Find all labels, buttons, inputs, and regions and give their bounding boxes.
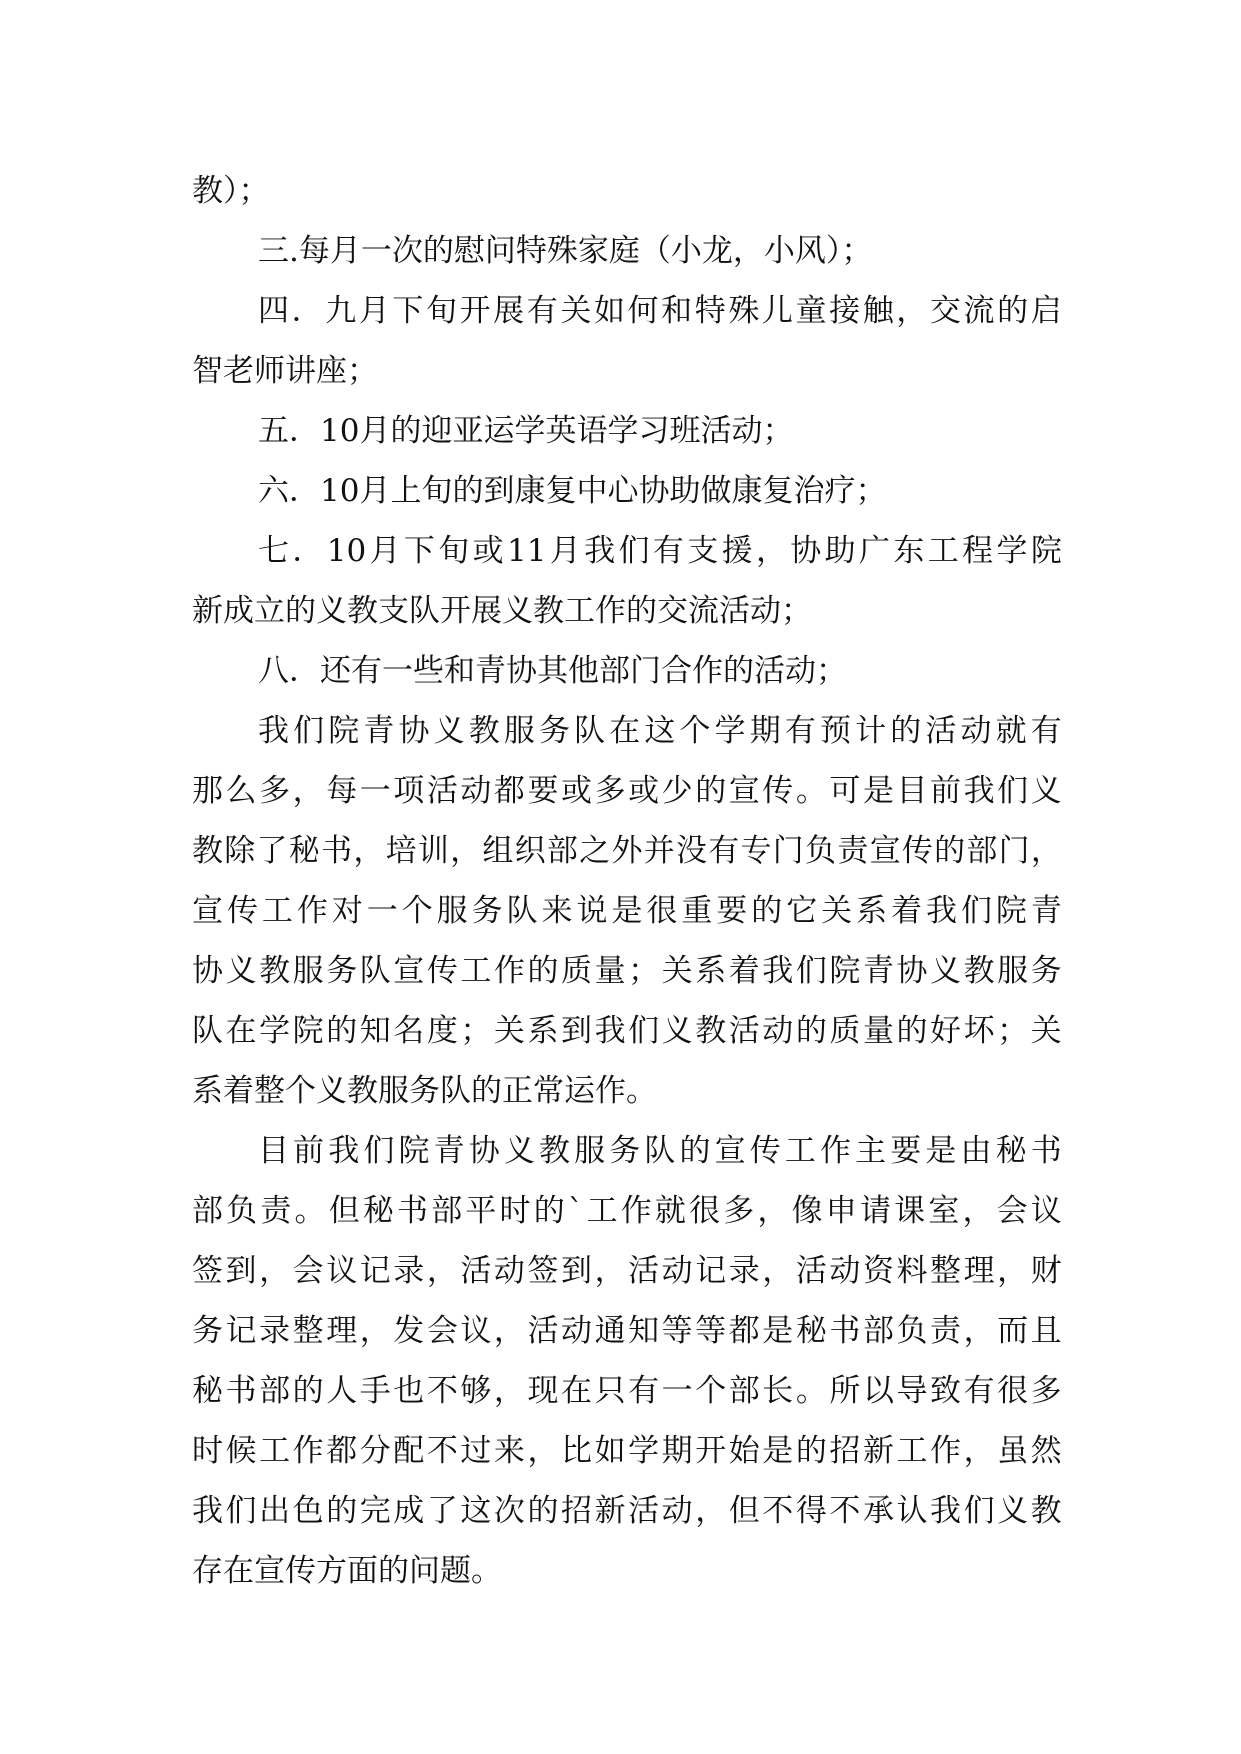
text-line: 五．10月的迎亚运学英语学习班活动； [258, 413, 794, 449]
text-line: 我 们 出 色 的 完 成 了 这 次 的 招 新 活 动 ， 但 不 得 不 承 认 我 们 义 教 [192, 1493, 1062, 1529]
text-line: 三.每月一次的慰问特殊家庭（小龙，小风）； [258, 233, 873, 269]
text-line: 目 前 我 们 院 青 协 义 教 服 务 队 的 宣 传 工 作 主 要 是 由 秘 书 [258, 1133, 1062, 1169]
text-line: 签 到 ， 会 议 记 录 ， 活 动 签 到 ， 活 动 记 录 ， 活 动 资 料 整 理 ， 财 [192, 1253, 1062, 1289]
text-line: 我 们 院 青 协 义 教 服 务 队 在 这 个 学 期 有 预 计 的 活 动 就 有 [258, 713, 1062, 749]
text-line: 四 ． 九 月 下 旬 开 展 有 关 如 何 和 特 殊 儿 童 接 触 ， 交 流 的 启 [258, 293, 1062, 329]
text-line: 八．还有一些和青协其他部门合作的活动； [258, 653, 847, 689]
text-line: 部 负 责 。 但 秘 书 部 平 时 的 ` 工 作 就 很 多 ， 像 申 请 课 室 ， 会 议 [192, 1193, 1062, 1229]
text-line: 六．10月上旬的到康复中心协助做康复治疗； [258, 473, 887, 509]
text-line: 那 么 多 ， 每 一 项 活 动 都 要 或 多 或 少 的 宣 传 。 可 是 目 前 我 们 义 [192, 773, 1062, 809]
text-line: 七 ． 10 月 下 旬 或 11 月 我 们 有 支 援 ， 协 助 广 东 工 程 学 院 [258, 533, 1062, 569]
text-line: 协 义 教 服 务 队 宣 传 工 作 的 质 量 ； 关 系 着 我 们 院 青 协 义 教 服 务 [192, 953, 1062, 989]
text-line: 宣 传 工 作 对 一 个 服 务 队 来 说 是 很 重 要 的 它 关 系 着 我 们 院 青 [192, 893, 1062, 929]
text-line: 存在宣传方面的问题。 [192, 1553, 502, 1589]
text-line: 教 除 了 秘 书 ， 培 训 ， 组 织 部 之 外 并 没 有 专 门 负 责 宣 传 的 部 门 ， [192, 833, 1062, 869]
document-body [192, 161, 1062, 1601]
text-line: 新成立的义教支队开展义教工作的交流活动； [192, 593, 812, 629]
text-line: 时 候 工 作 都 分 配 不 过 来 ， 比 如 学 期 开 始 是 的 招 新 工 作 ， 虽 然 [192, 1433, 1062, 1469]
text-line: 务 记 录 整 理 ， 发 会 议 ， 活 动 通 知 等 等 都 是 秘 书 部 负 责 ， 而 且 [192, 1313, 1062, 1349]
text-line: 秘 书 部 的 人 手 也 不 够 ， 现 在 只 有 一 个 部 长 。 所 以 导 致 有 很 多 [192, 1373, 1062, 1409]
text-line: 教）； [192, 173, 270, 209]
text-line: 系着整个义教服务队的正常运作。 [192, 1073, 657, 1109]
text-line: 智老师讲座； [192, 353, 378, 389]
text-line: 队 在 学 院 的 知 名 度 ； 关 系 到 我 们 义 教 活 动 的 质 量 的 好 坏 ； 关 [192, 1013, 1062, 1049]
